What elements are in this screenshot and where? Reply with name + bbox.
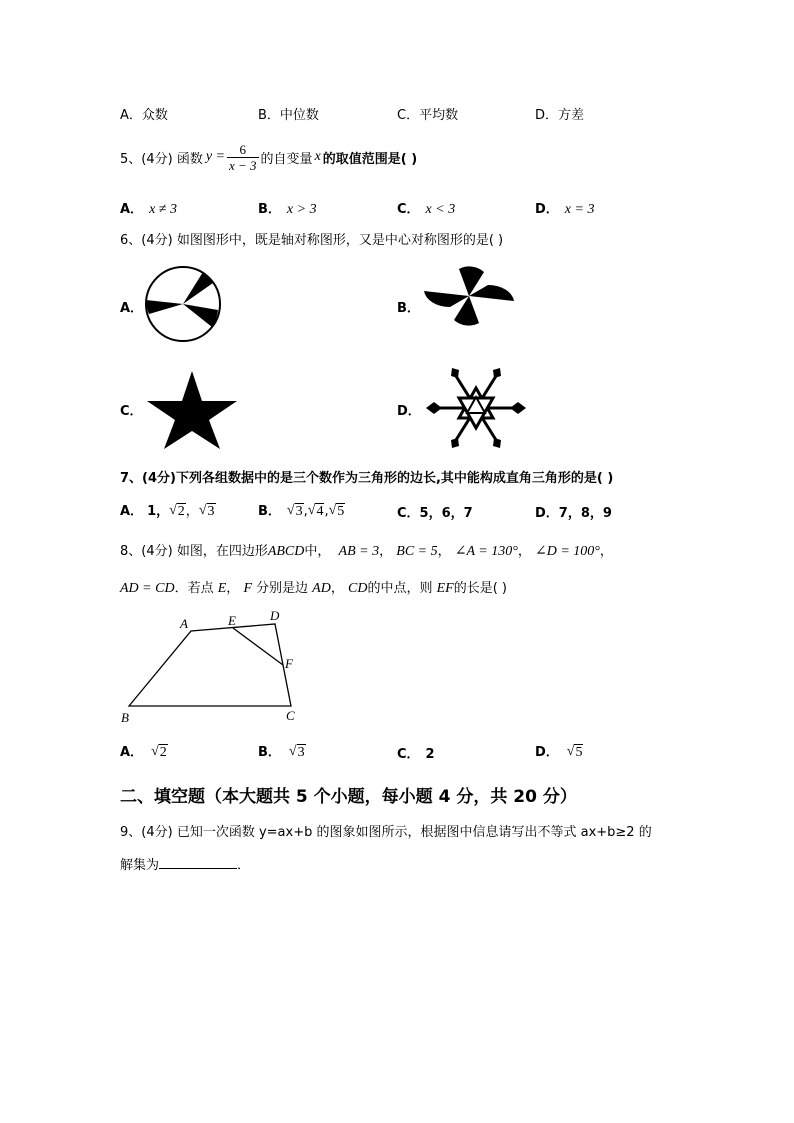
q8-label-f: F (285, 656, 293, 671)
q7-stem: 7、(4分)下列各组数据中的是三个数作为三角形的边长,其中能构成直角三角形的是( ) (120, 471, 614, 486)
q6-label-d: D． (397, 404, 421, 419)
q6-label-a: A． (120, 301, 144, 316)
q4-option-d: D．方差 (535, 108, 585, 123)
q9-answer-blank[interactable] (159, 855, 237, 869)
q5-option-c: C． x < 3 (397, 202, 456, 217)
q7-option-a: A． 1， √ 2 ， √ 3 (120, 503, 215, 519)
q8-option-b: B． √ 3 (258, 744, 305, 760)
q6-figure-d-snowflake-icon (424, 366, 528, 450)
q8-label-b: B (121, 710, 129, 725)
q5-option-b: B． x > 3 (258, 202, 317, 217)
q8-option-a: A． √ 2 (120, 744, 167, 760)
q5-option-d: D． x = 3 (535, 202, 595, 217)
q4-option-b: B．中位数 (258, 108, 319, 123)
q8-label-a: A (180, 616, 188, 631)
section-2-heading: 二、填空题（本大题共 5 个小题，每小题 4 分，共 20 分） (120, 787, 577, 807)
q5-prefix: 5、(4分) 函数 (120, 151, 203, 167)
q6-figure-b-pinwheel-icon (422, 263, 518, 329)
q8-option-c: C． 2 (397, 747, 435, 762)
q7-option-d: D．7，8，9 (535, 506, 612, 521)
q5-denominator: x − 3 (229, 157, 257, 173)
q8-stem-line1: 8、(4分) 如图，在四边形ABCD中， AB = 3， BC = 5， ∠A = 130°， ∠D = 100°， (120, 544, 613, 559)
q5-fraction (227, 142, 259, 173)
q6-figure-c-star-icon (145, 368, 239, 450)
q5-numerator: 6 (239, 141, 247, 157)
q8-label-c: C (286, 708, 295, 723)
q4-option-c: C．平均数 (397, 108, 459, 123)
q5-suffix-a: 的自变量 (260, 151, 313, 167)
q8-option-d: D． √ 5 (535, 744, 583, 760)
q7-option-c: C．5，6，7 (397, 506, 473, 521)
q5-stem (120, 140, 417, 174)
q8-quadrilateral-figure (115, 606, 315, 726)
q7-option-b: B． √ 3 , √ 4 , √ 5 (258, 503, 345, 519)
q5-x-var: x (314, 149, 321, 164)
q9-stem-line2: 解集为 ． (120, 854, 250, 873)
q9-stem-line1: 9、(4分) 已知一次函数 y=ax+b 的图象如图所示，根据图中信息请写出不等式 ax+b≥2 的 (120, 825, 652, 840)
q6-figure-a-circle-icon (145, 266, 225, 344)
q4-option-a: A．众数 (120, 108, 168, 123)
q8-stem-line2: AD = CD．若点 E， F 分别是边 AD， CD的中点，则 EF的长是( ) (120, 581, 507, 596)
q5-y-eq: y = (205, 149, 225, 164)
q6-label-c: C． (120, 404, 143, 419)
q6-stem: 6、(4分) 如图图形中，既是轴对称图形，又是中心对称图形的是( ) (120, 233, 504, 248)
q6-label-b: B． (397, 301, 420, 316)
q5-suffix-b: 的取值范围是( ) (322, 151, 418, 167)
q8-label-e: E (228, 613, 236, 628)
q8-label-d: D (270, 608, 280, 623)
q5-option-a: A． x ≠ 3 (120, 202, 177, 217)
